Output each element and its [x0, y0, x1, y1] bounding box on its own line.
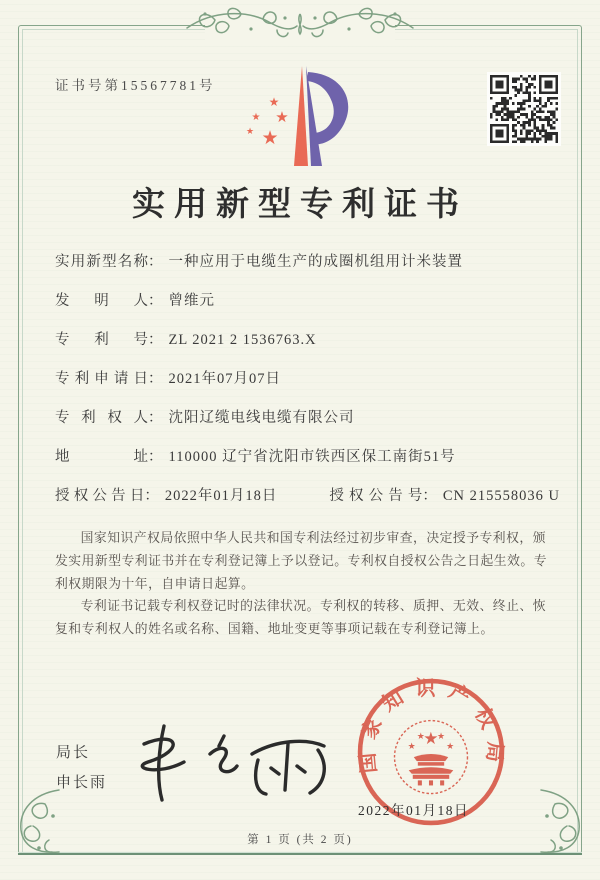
qr-code [487, 72, 561, 146]
field-label: 授权公告日 [55, 488, 145, 504]
field-value: 一种应用于电缆生产的成圈机组用计米装置 [168, 254, 463, 270]
cnipa-logo-icon [238, 62, 362, 172]
svg-text:★: ★ [275, 110, 289, 126]
page-number: 第 1 页 (共 2 页) [247, 834, 353, 846]
officer-block [56, 738, 107, 798]
svg-text:★: ★ [407, 740, 416, 751]
svg-text:★: ★ [446, 740, 455, 751]
svg-text:★: ★ [437, 730, 446, 741]
field-label: 专利号 [55, 332, 148, 348]
legal-text [55, 527, 554, 641]
field-value: CN 215558036 U [442, 488, 560, 504]
svg-text:★: ★ [261, 128, 279, 149]
svg-text:★: ★ [416, 730, 425, 741]
field-address: 地址 ： 110000 辽宁省沈阳市铁西区保工南街51号 [55, 449, 456, 465]
svg-text:★: ★ [245, 126, 255, 136]
field-label: 发明人 [55, 293, 148, 309]
field-value: 沈阳辽缆电线电缆有限公司 [168, 410, 355, 426]
field-value: ZL 2021 2 1536763.X [168, 332, 317, 348]
field-value: 2022年01月18日 [164, 488, 278, 504]
seal-emblem-icon [395, 721, 468, 794]
field-value: 曾维元 [168, 293, 215, 309]
field-inventor: 发明人 ： 曾维元 [55, 293, 215, 309]
field-label: 地址 [55, 449, 148, 465]
bottom-right-flourish-icon [537, 786, 595, 858]
svg-text:★: ★ [251, 112, 261, 123]
field-label: 实用新型名称 [55, 254, 148, 270]
officer-role: 局长 [56, 745, 91, 761]
svg-text:★: ★ [268, 95, 280, 109]
legal-paragraph-2: 专利证书记载专利权登记时的法律状况。专利权的转移、质押、无效、终止、恢复和专利权人的姓名或名称、国籍、地址变更等事项记载在专利登记簿上。 [55, 599, 546, 637]
bottom-rule [18, 852, 582, 855]
field-label: 专利申请日 [55, 371, 148, 387]
field-grant-number: 授权公告号 ： CN 215558036 U [329, 488, 560, 504]
field-utility-model-name: 实用新型名称 ： 一种应用于电缆生产的成圈机组用计米装置 [55, 254, 463, 270]
field-grant-row: 授权公告日 ： 2022年01月18日 授权公告号 ： CN 215558036 U [55, 488, 560, 504]
seal-text: 国家知识产权局 [356, 677, 506, 775]
director-signature-icon [118, 716, 338, 808]
certificate-title: 实用新型专利证书 [132, 187, 468, 223]
grant-date-stamp: 2022年01月18日 [358, 803, 469, 818]
field-patent-number: 专利号 ： ZL 2021 2 1536763.X [55, 332, 317, 348]
field-label: 授权公告号 [329, 488, 423, 504]
field-value: 2021年07月07日 [168, 371, 281, 387]
field-value: 110000 辽宁省沈阳市铁西区保工南街51号 [168, 449, 456, 465]
field-patentee: 专利权人 ： 沈阳辽缆电线电缆有限公司 [55, 410, 355, 426]
top-flourish-ornament-icon [185, 4, 415, 48]
field-list [55, 252, 560, 525]
legal-paragraph-1: 国家知识产权局依照中华人民共和国专利法经过初步审查，决定授予专利权，颁发实用新型专利证书并在专利登记簿上予以登记。专利权自授权公告之日起生效。专利权期限为十年，自申请日起算。 [55, 531, 547, 591]
field-label: 专利权人 [55, 410, 148, 426]
officer-name: 申长雨 [56, 775, 108, 791]
bottom-left-flourish-icon [5, 786, 63, 858]
certificate-number: 证书号第15567781号 [55, 78, 216, 93]
svg-text:★: ★ [423, 728, 439, 748]
field-filing-date: 专利申请日 ： 2021年07月07日 [55, 371, 281, 387]
